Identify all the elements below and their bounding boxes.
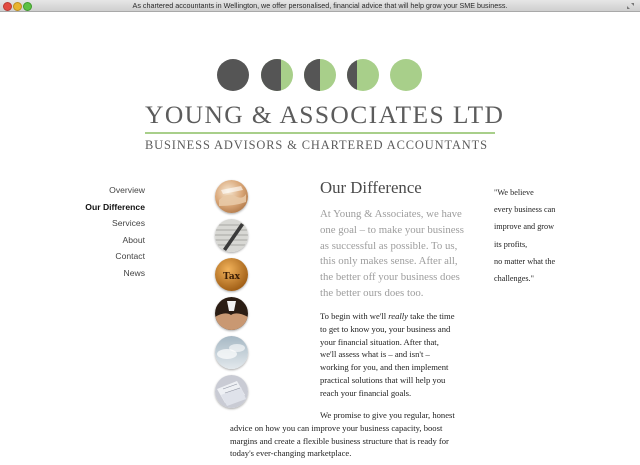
intro-line: one goal – to make your business: [320, 223, 464, 236]
body-line: We promise to give you regular, honest: [320, 410, 455, 420]
intro-line: as successful as possible. To us,: [320, 239, 458, 252]
documents-photo-icon: [215, 375, 248, 408]
clouds-photo-icon: [215, 336, 248, 369]
logo-mark: [0, 0, 640, 100]
body-line: today's ever-changing marketplace.: [230, 448, 352, 459]
body-line: we'll assess what is – and isn't –: [320, 349, 430, 360]
quote-line: no matter what the: [494, 256, 556, 266]
header-divider: [145, 132, 495, 134]
quote-line: "We believe: [494, 188, 534, 197]
intro-line: the better ours does too.: [320, 286, 424, 299]
intro-line: the better off your business does: [320, 271, 460, 284]
emphasis-text: really: [388, 311, 408, 321]
body-text: To begin with we'll: [320, 311, 389, 321]
body-line: [320, 310, 480, 323]
quote-line: challenges.": [494, 274, 534, 284]
body-line: working for you, and then implement: [320, 362, 449, 373]
nav-item-news[interactable]: News: [123, 267, 145, 278]
page-title: Our Difference: [320, 178, 422, 197]
pen-photo-icon: [215, 219, 248, 252]
svg-text:Tax: Tax: [223, 272, 241, 282]
nav-item-contact[interactable]: Contact: [115, 251, 145, 262]
logo-circle-1: [217, 59, 249, 91]
hands-photo-icon: [215, 297, 248, 330]
body-line: reach your financial goals.: [320, 387, 412, 398]
nav-item-services[interactable]: Services: [112, 218, 145, 229]
body-line: to get to know you, your business and: [320, 323, 451, 334]
body-text: take the time: [408, 311, 455, 321]
tax-coin-photo-icon: [215, 258, 248, 291]
pull-quote: [494, 184, 584, 287]
body-paragraph-2: [230, 409, 480, 460]
nav-item-about[interactable]: About: [122, 234, 145, 245]
logo-circle-5: [390, 59, 422, 91]
handshake-photo-icon: [215, 180, 248, 213]
nav-item-overview[interactable]: Overview: [109, 185, 145, 195]
main-nav: [40, 182, 145, 282]
body-paragraph-1: [320, 310, 480, 400]
company-name: YOUNG & ASSOCIATES LTD: [145, 100, 505, 129]
nav-item-our-difference[interactable]: Our Difference: [85, 201, 145, 212]
quote-line: every business can: [494, 205, 556, 215]
body-line: practical solutions that will help you: [320, 374, 446, 385]
logo-circle-4: [347, 59, 379, 91]
body-line: advice on how you can improve your business capacity, boost: [230, 422, 443, 433]
quote-line: improve and grow: [494, 222, 555, 232]
intro-line: At Young & Associates, we have: [320, 208, 462, 220]
intro-paragraph: [320, 207, 480, 302]
body-line: margins and create a flexible business structure that is ready for: [230, 435, 449, 446]
body-line: your financial situation. After that,: [320, 336, 439, 347]
quote-line: its profits,: [494, 239, 528, 249]
window-title: As chartered accountants in Wellington, we offer personalised, financial advice that will help grow your SME business.: [132, 1, 508, 10]
logo-circle-3: [304, 59, 336, 91]
company-tagline: BUSINESS ADVISORS & CHARTERED ACCOUNTANTS: [145, 138, 488, 152]
intro-line: this only makes sense. After all,: [320, 255, 458, 268]
logo-circle-2: [261, 59, 293, 91]
